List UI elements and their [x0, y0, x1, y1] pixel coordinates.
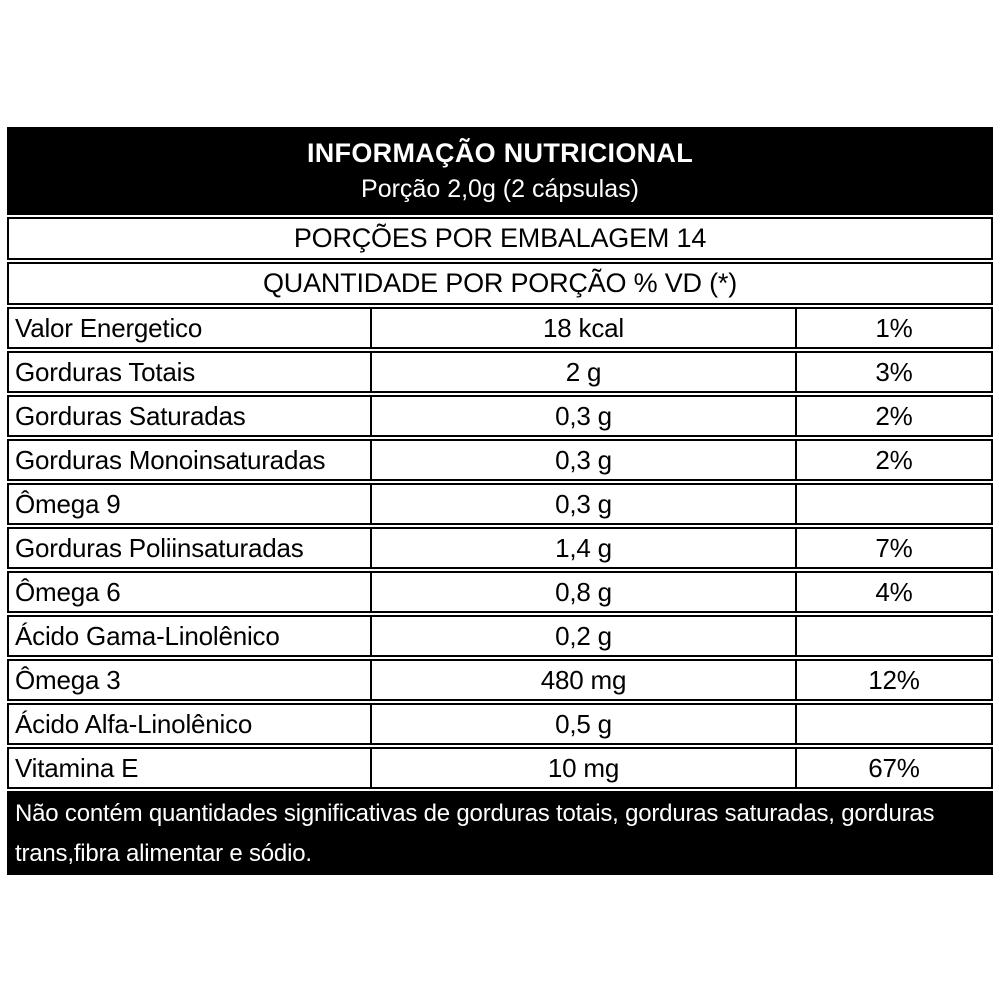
nutrient-dv — [797, 705, 991, 743]
nutrient-dv: 2% — [875, 444, 913, 475]
nutrient-name: Gorduras Poliinsaturadas — [9, 529, 372, 567]
nutrient-dv: 1% — [875, 312, 913, 343]
nutrient-name: Ômega 3 — [9, 661, 372, 699]
nutrient-row-omega-9 — [7, 483, 993, 525]
nutrient-dv — [797, 617, 991, 655]
servings-per-package-text: PORÇÕES POR EMBALAGEM 14 — [293, 223, 707, 253]
servings-per-package-row — [7, 217, 993, 260]
nutrient-dv: 3% — [875, 356, 913, 387]
nutrient-name: Ômega 9 — [9, 485, 372, 523]
nutrient-dv: 12% — [868, 664, 920, 695]
nutrient-amount: 10 mg — [372, 749, 797, 787]
nutrient-name: Gorduras Totais — [9, 353, 372, 391]
column-header-text: QUANTIDADE POR PORÇÃO % VD (*) — [262, 268, 738, 298]
nutrient-dv — [797, 485, 991, 523]
column-header-row — [7, 262, 993, 305]
nutrient-amount: 0,3 g — [372, 397, 797, 435]
nutrient-name: Gorduras Saturadas — [9, 397, 372, 435]
nutrient-amount: 1,4 g — [372, 529, 797, 567]
nutrient-name: Ácido Alfa-Linolênico — [9, 705, 372, 743]
label-footnote — [7, 791, 993, 875]
nutrient-amount: 0,3 g — [372, 441, 797, 479]
nutrient-amount: 0,5 g — [372, 705, 797, 743]
nutrient-row-gorduras-totais — [7, 351, 993, 393]
nutrient-amount: 2 g — [372, 353, 797, 391]
nutrition-label — [7, 127, 993, 875]
nutrient-row-gorduras-saturadas — [7, 395, 993, 437]
label-title: INFORMAÇÃO NUTRICIONAL — [306, 138, 694, 168]
nutrient-amount: 18 kcal — [372, 309, 797, 347]
label-header — [7, 127, 993, 215]
nutrient-row-acido-gama-linolenico — [7, 615, 993, 657]
nutrient-dv: 4% — [875, 576, 913, 607]
nutrient-dv: 2% — [875, 400, 913, 431]
nutrient-row-gorduras-poliinsaturadas — [7, 527, 993, 569]
serving-size: Porção 2,0g (2 cápsulas) — [361, 175, 639, 203]
nutrient-name: Gorduras Monoinsaturadas — [9, 441, 372, 479]
footnote-text: Não contém quantidades significativas de gorduras totais, gorduras saturadas, gorduras trans,fibra alimentar e sódio. — [15, 800, 935, 867]
nutrient-amount: 0,2 g — [372, 617, 797, 655]
nutrient-dv: 7% — [875, 532, 913, 563]
nutrient-name: Valor Energetico — [9, 309, 372, 347]
nutrient-amount: 480 mg — [372, 661, 797, 699]
nutrient-row-omega-6 — [7, 571, 993, 613]
nutrient-row-vitamina-e — [7, 747, 993, 789]
nutrient-row-omega-3 — [7, 659, 993, 701]
nutrient-amount: 0,8 g — [372, 573, 797, 611]
nutrient-name: Vitamina E — [9, 749, 372, 787]
nutrient-row-valor-energetico — [7, 307, 993, 349]
nutrient-row-acido-alfa-linolenico — [7, 703, 993, 745]
nutrient-name: Ômega 6 — [9, 573, 372, 611]
nutrient-row-gorduras-monoinsaturadas — [7, 439, 993, 481]
nutrient-name: Ácido Gama-Linolênico — [9, 617, 372, 655]
nutrient-dv: 67% — [868, 752, 920, 783]
nutrient-amount: 0,3 g — [372, 485, 797, 523]
